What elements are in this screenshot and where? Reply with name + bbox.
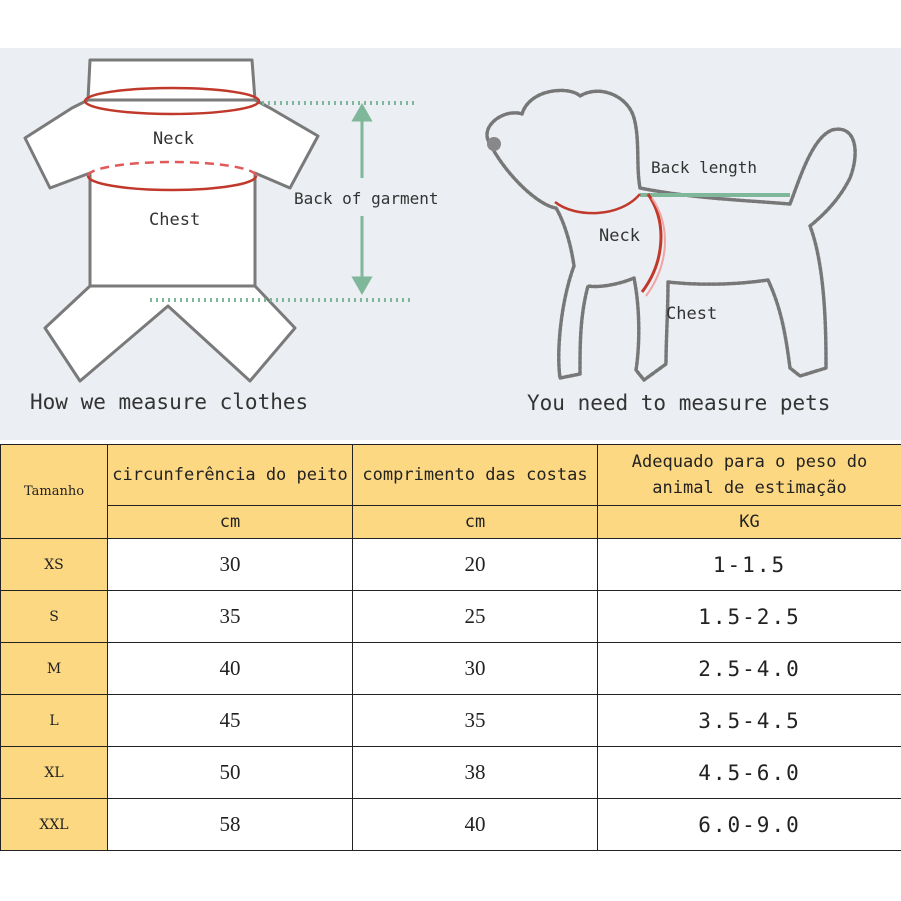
size-cell: L bbox=[1, 695, 108, 747]
header-row bbox=[1, 445, 901, 506]
chest-cell: 40 bbox=[108, 643, 353, 695]
back-cell: 25 bbox=[353, 591, 598, 643]
chest-column-header: circunferência do peito bbox=[108, 445, 353, 506]
weight-cell: 6.0-9.0 bbox=[598, 799, 901, 851]
table-row bbox=[1, 539, 901, 591]
weight-cell: 1.5-2.5 bbox=[598, 591, 901, 643]
weight-cell: 4.5-6.0 bbox=[598, 747, 901, 799]
size-cell: XL bbox=[1, 747, 108, 799]
garment-body bbox=[25, 100, 318, 286]
table-row bbox=[1, 799, 901, 851]
measurement-diagram bbox=[0, 48, 901, 440]
back-cell: 20 bbox=[353, 539, 598, 591]
dog-nose-icon bbox=[487, 137, 501, 151]
chest-unit: cm bbox=[108, 506, 353, 539]
garment-neck-label: Neck bbox=[153, 129, 194, 149]
weight-column-header: Adequado para o peso do animal de estimação bbox=[598, 445, 901, 506]
size-chart-table bbox=[0, 444, 901, 851]
back-of-garment-label: Back of garment bbox=[294, 189, 439, 208]
size-cell: XS bbox=[1, 539, 108, 591]
chest-cell: 35 bbox=[108, 591, 353, 643]
size-header: Tamanho bbox=[1, 445, 108, 539]
garment-caption: How we measure clothes bbox=[30, 390, 309, 414]
garment-chest-label: Chest bbox=[149, 210, 201, 230]
weight-cell: 3.5-4.5 bbox=[598, 695, 901, 747]
size-cell: S bbox=[1, 591, 108, 643]
chest-cell: 30 bbox=[108, 539, 353, 591]
dog-chest-label: Chest bbox=[666, 304, 718, 324]
weight-unit: KG bbox=[598, 506, 901, 539]
back-unit: cm bbox=[353, 506, 598, 539]
table-row bbox=[1, 747, 901, 799]
garment-collar bbox=[88, 60, 255, 100]
weight-cell: 1-1.5 bbox=[598, 539, 901, 591]
dog-illustration bbox=[487, 90, 855, 380]
table-row bbox=[1, 695, 901, 747]
table-row bbox=[1, 591, 901, 643]
unit-row bbox=[1, 506, 901, 539]
size-cell: XXL bbox=[1, 799, 108, 851]
diagram-svg bbox=[0, 48, 901, 440]
top-margin bbox=[0, 0, 901, 48]
weight-cell: 2.5-4.0 bbox=[598, 643, 901, 695]
chest-cell: 58 bbox=[108, 799, 353, 851]
back-length-label: Back length bbox=[651, 158, 757, 177]
chest-cell: 50 bbox=[108, 747, 353, 799]
size-cell: M bbox=[1, 643, 108, 695]
dog-neck-label: Neck bbox=[599, 226, 640, 246]
back-column-header: comprimento das costas bbox=[353, 445, 598, 506]
table-row bbox=[1, 643, 901, 695]
back-cell: 30 bbox=[353, 643, 598, 695]
back-cell: 35 bbox=[353, 695, 598, 747]
chest-cell: 45 bbox=[108, 695, 353, 747]
back-cell: 40 bbox=[353, 799, 598, 851]
back-cell: 38 bbox=[353, 747, 598, 799]
dog-neck-measure bbox=[555, 194, 640, 213]
dog-caption: You need to measure pets bbox=[527, 391, 831, 415]
dog-outline bbox=[487, 90, 855, 380]
